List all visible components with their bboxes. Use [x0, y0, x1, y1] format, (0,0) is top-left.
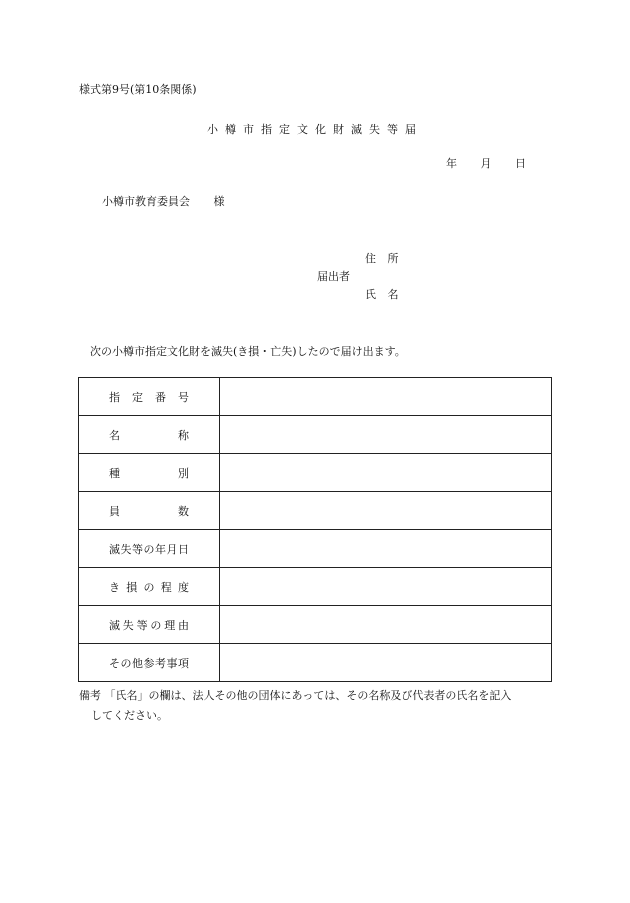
remarks-line-2: してください。	[91, 709, 168, 722]
table-row	[79, 606, 552, 644]
row-label-loss-date: 滅失等の年月日	[79, 530, 220, 568]
document-title: 小樽市指定文化財滅失等届	[207, 123, 423, 136]
row-label-loss-reason: 滅失等の理由	[79, 606, 220, 644]
table-row	[79, 530, 552, 568]
row-label-other-notes: その他参考事項	[79, 644, 220, 682]
row-label-type: 種別	[79, 454, 220, 492]
addressee: 小樽市教育委員会 様	[102, 195, 225, 208]
row-field-type[interactable]	[220, 454, 552, 492]
row-label-designation-number: 指定番号	[79, 378, 220, 416]
row-label-count: 員数	[79, 492, 220, 530]
row-field-count[interactable]	[220, 492, 552, 530]
remarks-line-1: 備考 「氏名」の欄は、法人その他の団体にあっては、その名称及び代表者の氏名を記入	[79, 689, 512, 702]
address-label: 住 所	[365, 252, 399, 265]
row-field-name[interactable]	[220, 416, 552, 454]
row-label-name: 名称	[79, 416, 220, 454]
date-line: 年 月 日	[446, 157, 526, 170]
name-label: 氏 名	[365, 288, 399, 301]
applicant-label: 届出者	[317, 270, 350, 283]
details-table	[78, 377, 552, 682]
row-field-designation-number[interactable]	[220, 378, 552, 416]
row-label-damage-extent: き損の程度	[79, 568, 220, 606]
table-row	[79, 644, 552, 682]
row-field-other-notes[interactable]	[220, 644, 552, 682]
table-row	[79, 378, 552, 416]
table-row	[79, 416, 552, 454]
table-row	[79, 492, 552, 530]
row-field-damage-extent[interactable]	[220, 568, 552, 606]
table-row	[79, 454, 552, 492]
row-field-loss-date[interactable]	[220, 530, 552, 568]
statement: 次の小樽市指定文化財を滅失(き損・亡失)したので届け出ます。	[90, 345, 406, 358]
table-row	[79, 568, 552, 606]
form-number: 様式第9号(第10条関係)	[79, 83, 197, 96]
row-field-loss-reason[interactable]	[220, 606, 552, 644]
